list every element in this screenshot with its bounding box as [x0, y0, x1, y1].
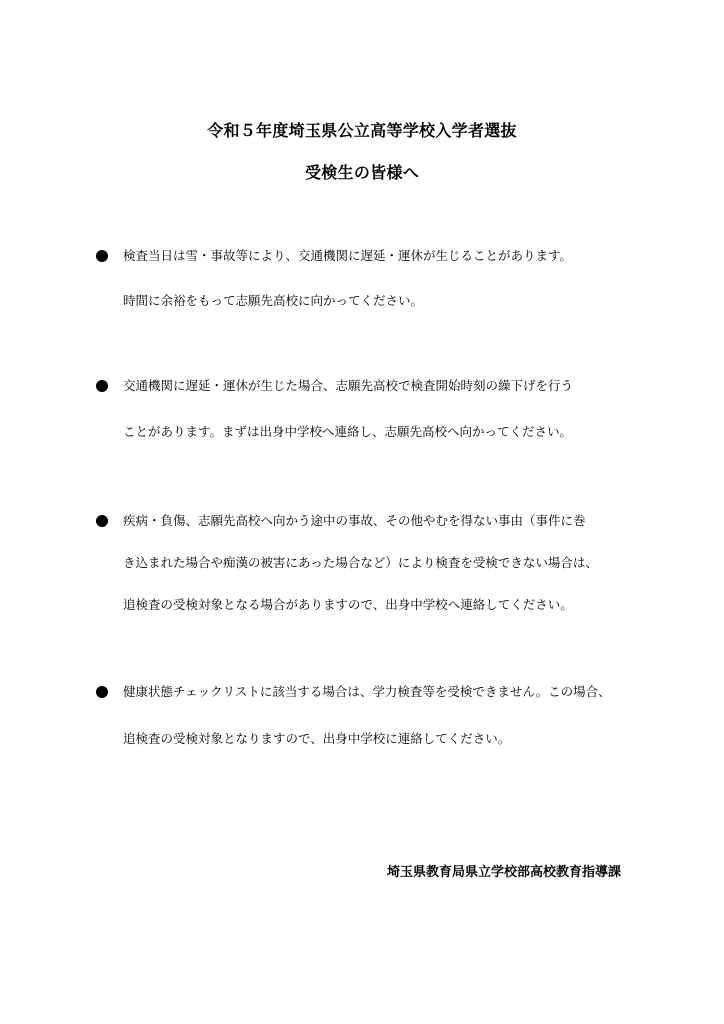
item-line: き込まれた場合や痴漢の被害にあった場合など）により検査を受検できない場合は、	[123, 555, 598, 570]
item-line: 追検査の受検対象となりますので、出身中学校に連絡してください。	[123, 731, 511, 746]
item-line: 健康状態チェックリストに該当する場合は、学力検査等を受検できません。この場合、	[123, 684, 611, 699]
item-line: 疾病・負傷、志願先高校へ向かう途中の事故、その他やむを得ない事由（事件に巻	[123, 513, 586, 528]
issuer-name: 埼玉県教育局県立学校部高校教育指導課	[386, 865, 621, 880]
bullet-icon	[96, 380, 108, 392]
document-title: 令和５年度埼玉県公立高等学校入学者選抜	[207, 121, 517, 140]
bullet-icon	[96, 250, 108, 262]
item-line: 検査当日は雪・事故等により、交通機関に遅延・運休が生じることがあります。	[123, 248, 573, 263]
document-subtitle: 受検生の皆様へ	[304, 163, 420, 182]
item-line: ことがあります。まずは出身中学校へ連絡し、志願先高校へ向かってください。	[123, 424, 573, 439]
item-line: 交通機関に遅延・運休が生じた場合、志願先高校で検査開始時刻の繰下げを行う	[123, 378, 574, 393]
bullet-icon	[96, 686, 108, 698]
item-line: 追検査の受検対象となる場合がありますので、出身中学校へ連絡してください。	[123, 597, 573, 612]
item-line: 時間に余裕をもって志願先高校に向かってください。	[123, 293, 424, 308]
bullet-icon	[96, 515, 108, 527]
